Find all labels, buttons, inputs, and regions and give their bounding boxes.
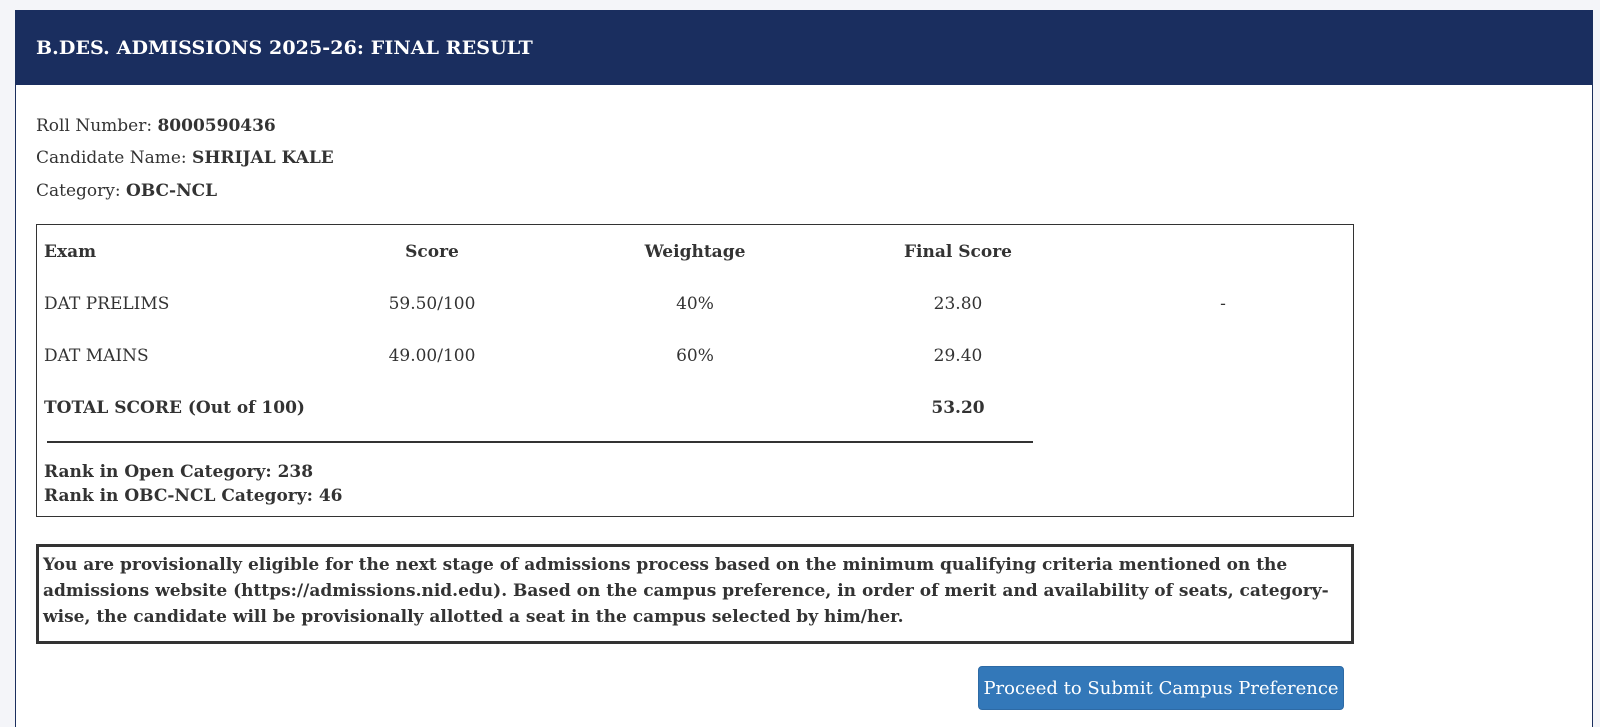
table-row-exam: DAT PRELIMS [44,294,170,314]
roll-number-line [36,116,276,136]
total-score-label: TOTAL SCORE (Out of 100) [44,398,305,418]
rank-open-category: Rank in Open Category: 238 [44,462,314,482]
total-score-value: 53.20 [931,398,985,418]
page-title: B.DES. ADMISSIONS 2025-26: FINAL RESULT [36,36,533,59]
category-value: OBC-NCL [126,181,218,201]
results-table [36,224,1354,517]
eligibility-notice [36,544,1354,644]
table-row-score: 49.00/100 [388,346,476,366]
column-header-final-score: Final Score [903,242,1013,262]
proceed-campus-preference-button[interactable]: Proceed to Submit Campus Preference [978,666,1344,710]
page-top-strip [0,0,1600,10]
table-row-exam: DAT MAINS [44,346,149,366]
rank-reserved-category: Rank in OBC-NCL Category: 46 [44,486,343,506]
result-card [15,10,1593,727]
category-label: Category: [36,181,127,201]
candidate-name-line [36,148,334,168]
candidate-name-value: SHRIJAL KALE [192,148,334,168]
table-row-final-score: 23.80 [933,294,983,314]
result-card-header [16,10,1592,85]
roll-number-label: Roll Number: [36,116,158,136]
candidate-name-label: Candidate Name: [36,148,193,168]
table-row-final-score: 29.40 [933,346,983,366]
total-divider [47,441,1033,443]
table-row-weightage: 40% [676,294,714,314]
table-row-weightage: 60% [676,346,714,366]
table-row-score: 59.50/100 [388,294,476,314]
column-header-exam: Exam [44,242,97,262]
category-line [36,181,217,201]
column-header-score: Score [405,242,459,262]
table-row-extra: - [1220,294,1226,314]
roll-number-value: 8000590436 [157,116,276,136]
column-header-weightage: Weightage [644,242,746,262]
eligibility-notice-text: You are provisionally eligible for the next stage of admissions process based on the minimum qualifying criteria mentioned on the admissions website (https://admissions.nid.edu). Based on the campus preference, in order of merit and availability of seats, category-wise, the candidate will be provisionally allotted a seat in the campus selected by him/her. [43,555,1329,627]
